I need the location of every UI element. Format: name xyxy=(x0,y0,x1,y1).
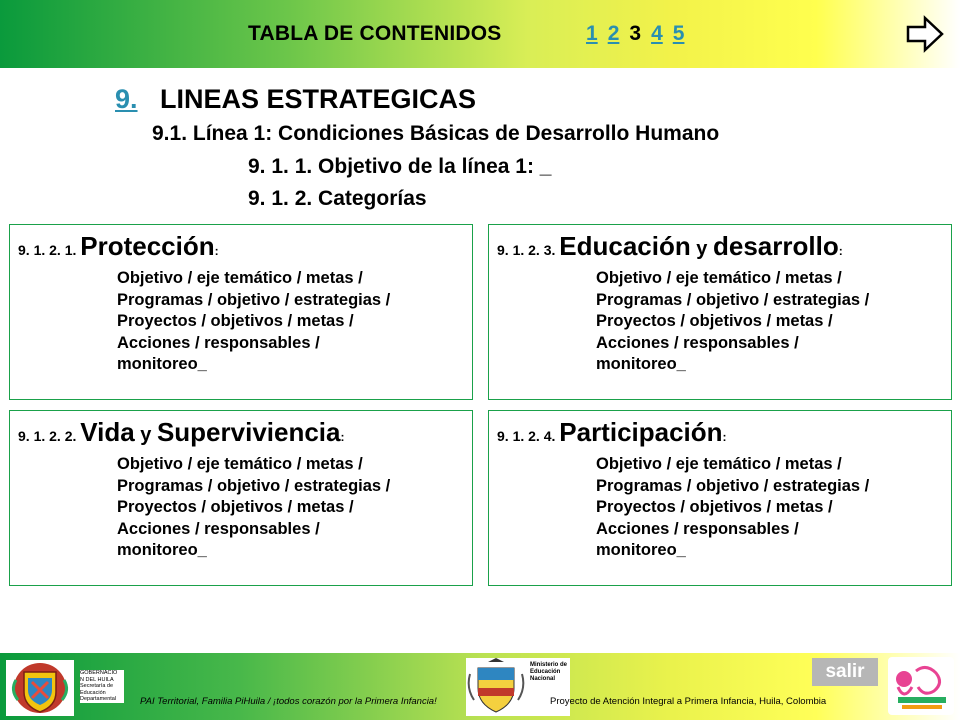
toc-title: TABLA DE CONTENIDOS xyxy=(248,22,502,45)
category-line: Programas / objetivo / estrategias / xyxy=(117,476,391,495)
gov-text-line: Secretaría de xyxy=(80,683,114,689)
category-line: Objetivo / eje temático / metas / xyxy=(117,269,363,287)
category-caption xyxy=(18,231,219,262)
category-colon: : xyxy=(214,244,219,258)
category-number: 9. 1. 2. 3. xyxy=(497,242,560,258)
gov-text-line: Educación xyxy=(80,689,106,696)
category-line: Proyectos / objetivos / metas / xyxy=(117,498,354,517)
category-number: 9. 1. 2. 1. xyxy=(18,242,81,258)
category-line: monitoreo_ xyxy=(596,355,686,374)
category-body xyxy=(117,454,390,562)
category-box-participacion xyxy=(488,410,952,586)
subsection-title: 9.1. Línea 1: Condiciones Básicas de Desarrollo Humano xyxy=(152,122,720,145)
toc-page-link-1[interactable]: 1 xyxy=(586,22,598,45)
category-conjunction: y xyxy=(134,424,157,446)
category-line: monitoreo_ xyxy=(596,541,686,560)
category-box-proteccion xyxy=(9,224,473,400)
exit-button[interactable]: salir xyxy=(812,658,878,686)
category-line: Acciones / responsables / xyxy=(596,519,799,538)
category-colon: : xyxy=(340,430,345,444)
category-line: monitoreo_ xyxy=(117,541,207,560)
gov-text-line: N DEL HUILA xyxy=(80,676,114,683)
category-title: Superviviencia xyxy=(156,417,341,447)
ministry-text-line: Nacional xyxy=(530,676,556,682)
category-line: Acciones / responsables / xyxy=(117,333,320,352)
category-line: Proyectos / objetivos / metas / xyxy=(596,498,833,517)
category-line: Objetivo / eje temático / metas / xyxy=(117,455,363,473)
toc-page-link-2[interactable]: 2 xyxy=(607,22,620,45)
category-box-educacion xyxy=(488,224,952,400)
ministry-text xyxy=(530,662,567,683)
category-line: Programas / objetivo / estrategias / xyxy=(596,476,870,495)
footer-pai-text: PAI Territorial, Familia PiHuila / ¡todos corazón por la Primera Infancia! xyxy=(140,696,437,707)
huila-crest-logo xyxy=(6,660,74,716)
huila-naturaleza-logo xyxy=(888,657,954,715)
category-line: Objetivo / eje temático / metas / xyxy=(596,455,842,473)
section-title: LINEAS ESTRATEGICAS xyxy=(160,84,477,114)
category-title: Educación xyxy=(559,231,691,261)
category-line: Proyectos / objetivos / metas / xyxy=(596,312,833,331)
category-line: Acciones / responsables / xyxy=(596,333,799,352)
category-title: Protección xyxy=(80,231,215,261)
toc-page-link-5[interactable]: 5 xyxy=(672,22,685,45)
category-body xyxy=(596,268,869,376)
category-line: Acciones / responsables / xyxy=(117,519,320,538)
toc-page-link-4[interactable]: 4 xyxy=(651,22,663,45)
ministry-text-line: Educación xyxy=(530,669,561,675)
toc-page-current-3: 3 xyxy=(629,22,642,45)
category-line: Programas / objetivo / estrategias / xyxy=(596,290,870,309)
right-arrow-icon[interactable] xyxy=(905,14,945,54)
category-line: Programas / objetivo / estrategias / xyxy=(117,290,391,309)
category-title: Vida xyxy=(80,417,135,447)
footer-project-text: Proyecto de Atención Integral a Primera Infancia, Huila, Colombia xyxy=(550,696,827,707)
category-title: Participación xyxy=(559,417,723,447)
gov-text xyxy=(80,670,124,703)
category-caption xyxy=(497,417,727,448)
category-box-vida xyxy=(9,410,473,586)
category-number: 9. 1. 2. 2. xyxy=(18,428,81,444)
category-line: Proyectos / objetivos / metas / xyxy=(117,312,354,331)
category-body xyxy=(596,454,869,562)
category-number: 9. 1. 2. 4. xyxy=(497,428,560,444)
gov-text-line: Departamental xyxy=(80,696,117,702)
category-line: monitoreo_ xyxy=(117,355,207,374)
category-title: desarrollo xyxy=(713,231,839,261)
gov-text-line: GOBERNACIO xyxy=(80,670,118,676)
category-body xyxy=(117,268,390,376)
objective-heading: 9. 1. 1. Objetivo de la línea 1: _ xyxy=(248,155,552,178)
categories-heading: 9. 1. 2. Categorías xyxy=(248,187,427,210)
category-caption xyxy=(18,417,345,448)
category-conjunction: y xyxy=(690,238,713,260)
category-line: Objetivo / eje temático / metas / xyxy=(596,269,842,287)
section-number-link[interactable]: 9. xyxy=(115,84,138,114)
ministry-text-line: Ministerio de xyxy=(530,662,568,668)
toc-page-links xyxy=(586,22,694,46)
category-colon: : xyxy=(838,244,843,258)
category-colon: : xyxy=(722,430,727,444)
category-caption xyxy=(497,231,843,262)
